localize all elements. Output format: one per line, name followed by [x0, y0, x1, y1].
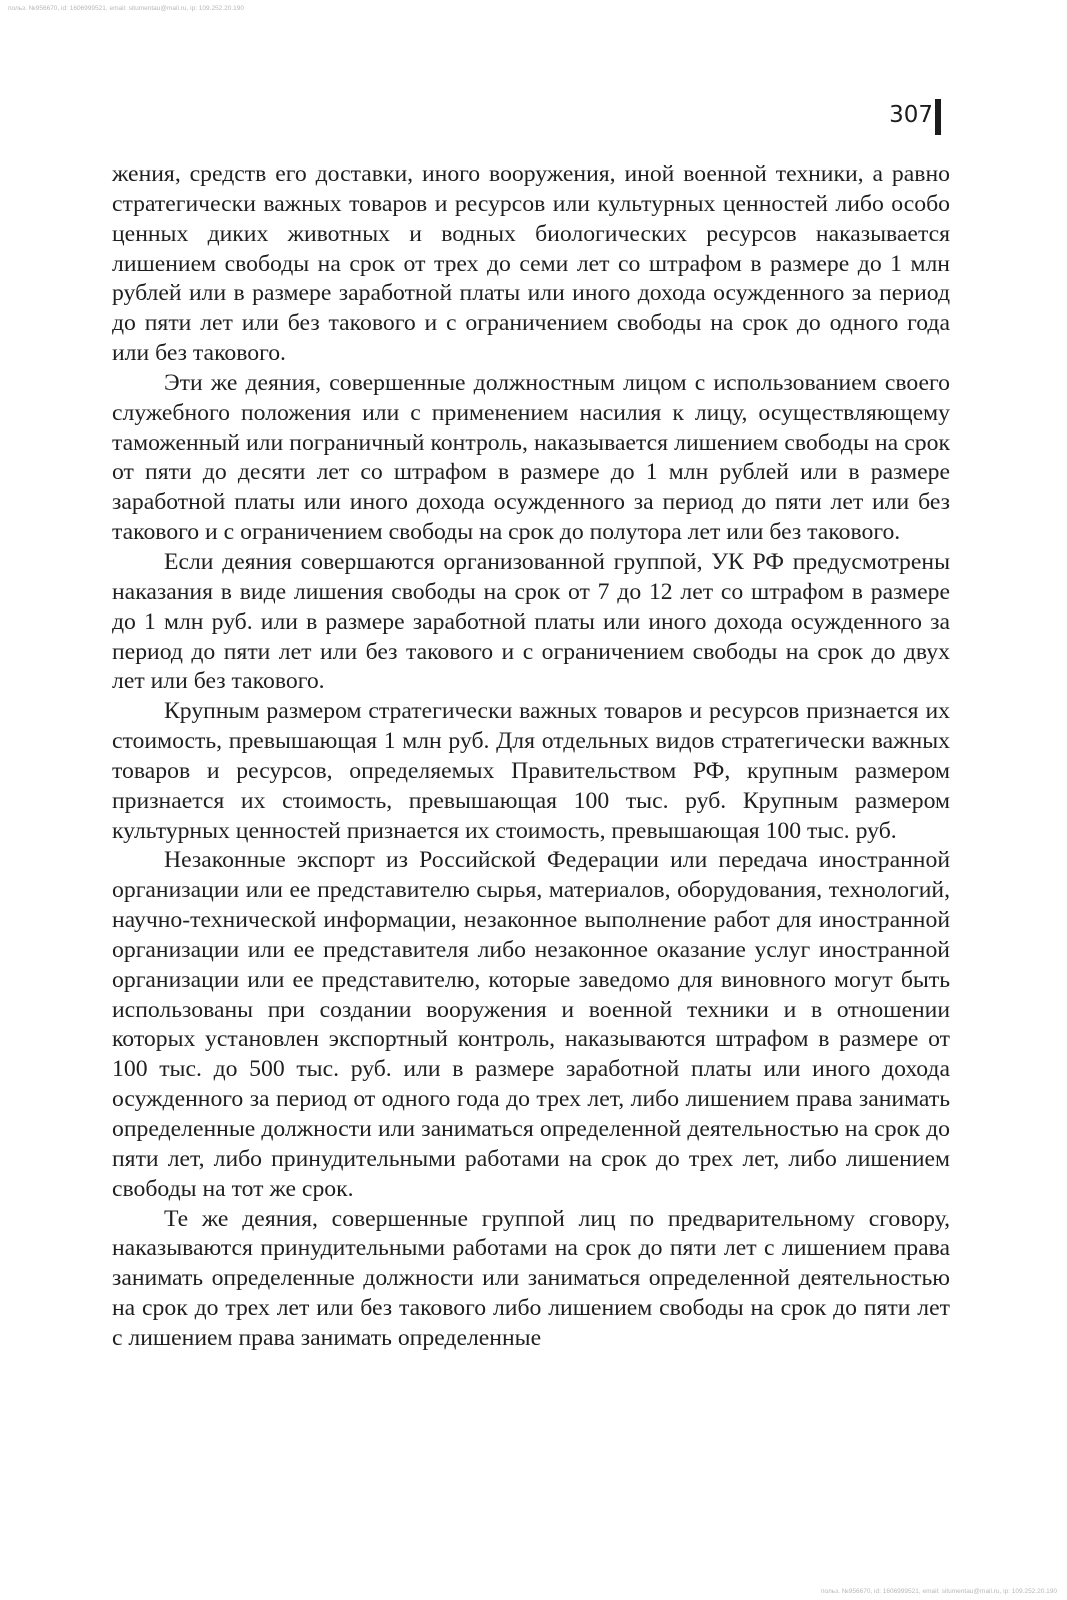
paragraph-1: жения, средств его доставки, иного вооружения, иной военной техники, а равно стратегически важных товаров и ресурсов или культурных ценностей либо особо ценных диких животных и водных биологических ресурсов наказывается лишением свободы на срок от трех до семи лет со штрафом в размере до 1 млн рублей или в размере заработной платы или иного дохода осужденного за период до пяти лет или без такового и с ограничением свободы на срок до одного года или без такового. — [112, 161, 950, 367]
paragraph-4: Крупным размером стратегически важных товаров и ресурсов признается их стоимость, превышающая 1 млн руб. Для отдельных видов стратегически важных товаров и ресурсов, определяемых Правительством РФ, крупным размером признается их стоимость, превышающая 100 тыс. руб. Крупным размером культурных ценностей признается их стоимость, превышающая 100 тыс. руб. — [112, 698, 950, 844]
body-text — [112, 160, 950, 1354]
paragraph-2: Эти же деяния, совершенные должностным лицом с использованием своего служебного положения или с применением насилия к лицу, осуществляющему таможенный или пограничный контроль, наказывается лишением свободы на срок от пяти до десяти лет со штрафом в размере до 1 млн рублей или в размере заработной платы или иного дохода осужденного за период до пяти лет или без такового и с ограничением свободы на срок до полутора лет или без такового. — [112, 369, 950, 546]
page-number: 307 — [889, 102, 933, 128]
paragraph-3: Если деяния совершаются организованной группой, УК РФ предусмотрены наказания в виде лишения свободы на срок от 7 до 12 лет со штрафом в размере до 1 млн руб. или в размере заработной платы или иного дохода осужденного за период до пяти лет или без такового и с ограничением свободы на срок до двух лет или без такового. — [112, 548, 950, 695]
paragraph-6: Те же деяния, совершенные группой лиц по предварительному сговору, наказываются принудительными работами на срок до пяти лет с лишением права занимать определенные должности или заниматься определенной деятельностью на срок до трех лет или без такового либо лишением свободы на срок до пяти лет с лишением права занимать определенные — [112, 1205, 950, 1351]
page-number-bar — [935, 99, 941, 135]
watermark-top: польз. №956670, id: 1606999521, email: situmentau@mail.ru, ip: 109.252.20.190 — [8, 5, 244, 12]
watermark-bottom: польз. №956670, id: 1606999521, email: situmentau@mail.ru, ip: 109.252.20.190 — [821, 1588, 1057, 1595]
paragraph-5: Незаконные экспорт из Российской Федерации или передача иностранной организации или ее представителю сырья, материалов, оборудования, технологий, научно-технической информации, незаконное выполнение работ для иностранной организации или ее представителя либо незаконное оказание услуг иностранной организации или ее представителю, которые заведомо для виновного могут быть использованы при создании вооружения и военной техники и в отношении которых установлен экспортный контроль, наказываются штрафом в размере от 100 тыс. до 500 тыс. руб. или в размере заработной платы или иного дохода осужденного за период от одного года до трех лет, либо лишением права занимать определенные должности или заниматься определенной деятельностью на срок до пяти лет, либо принудительными работами на срок до трех лет, либо лишением свободы на тот же срок. — [112, 847, 950, 1202]
